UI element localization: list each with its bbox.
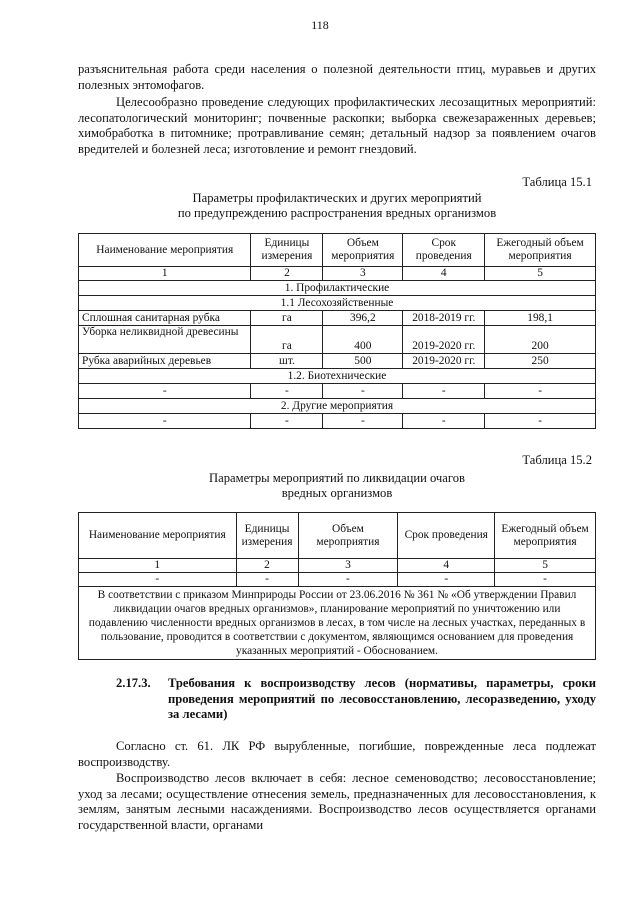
section-number: 2.17.3.	[116, 676, 151, 690]
table1-subsection-1-1: 1.1 Лесохозяйственные	[79, 296, 596, 311]
table2-cell: -	[495, 573, 596, 587]
table2-header: Ежегодный объем мероприятия	[495, 513, 596, 559]
table1-colnum: 1	[79, 267, 251, 281]
table1-header: Ежегодный объем мероприятия	[485, 234, 596, 267]
table-row	[79, 384, 596, 399]
intro-paragraph-2: Целесообразно проведение следующих профилактических лесозащитных мероприятий: лесопатологический мониторинг; почвенные раскопки; выборка свежезараженных деревьев; химобработка в питомнике; протравливание семян; детальный надзор за появлением очагов вредителей и болезней леса; изготовление и ремонт гнездовий.	[78, 95, 596, 156]
table1	[78, 233, 596, 429]
outro-paragraph-2: Воспроизводство лесов включает в себя: лесное семеноводство; лесовосстановление; уход за лесами; осуществление отнесения земель, предназначенных для лесовосстановления, к землям, занятым лесными насаждениями. Воспроизводство лесов осуществляется органами государственной власти, органами	[78, 771, 596, 832]
table1-cell: 2019-2020 гг.	[403, 354, 485, 369]
table1-section-2: 2. Другие мероприятия	[79, 399, 596, 414]
table1-colnum: 4	[403, 267, 485, 281]
table-row	[79, 311, 596, 326]
table1-header: Объем мероприятия	[323, 234, 403, 267]
table1-cell: 200	[485, 326, 596, 354]
table2-colnum: 3	[298, 559, 398, 573]
table1-cell: -	[323, 384, 403, 399]
table1-header: Срок проведения	[403, 234, 485, 267]
table-row	[79, 354, 596, 369]
outro-paragraph-1: Согласно ст. 61. ЛК РФ вырубленные, погибшие, поврежденные леса подлежат воспроизводству.	[78, 739, 596, 769]
table2-colnum: 2	[236, 559, 298, 573]
table1-cell: -	[485, 414, 596, 429]
table1-cell: Сплошная санитарная рубка	[79, 311, 251, 326]
table1-cell: -	[79, 414, 251, 429]
table1-cell: -	[323, 414, 403, 429]
table1-number: Таблица 15.1	[522, 175, 592, 189]
table1-cell: шт.	[251, 354, 323, 369]
table2	[78, 512, 596, 660]
table1-title-line2: по предупреждению распространения вредных организмов	[177, 206, 497, 220]
table2-header-row	[79, 513, 596, 559]
table2-colnum-row	[79, 559, 596, 573]
table1-cell: -	[251, 414, 323, 429]
table1-cell: -	[79, 384, 251, 399]
table1-header: Наименование мероприятия	[79, 234, 251, 267]
table-row	[79, 326, 596, 354]
table1-cell: -	[403, 384, 485, 399]
table2-number: Таблица 15.2	[522, 453, 592, 467]
table1-header: Единицы измерения	[251, 234, 323, 267]
table1-section-1: 1. Профилактические	[79, 281, 596, 296]
table2-note: В соответствии с приказом Минприроды России от 23.06.2016 № 361 № «Об утверждении Правил ликвидации очагов вредных организмов», планирование мероприятий по уничтожению или подавлению численности вредных организмов в лесах, в том числе на лесных участках, переданных в пользование, проводится в соответствии с документом, являющимся основанием для проведения указанных мероприятий - Обоснованием.	[79, 587, 596, 660]
table1-header-row	[79, 234, 596, 267]
table2-title-line2: вредных организмов	[281, 486, 393, 500]
table2-cell: -	[236, 573, 298, 587]
table1-cell: га	[251, 311, 323, 326]
table1-cell: -	[403, 414, 485, 429]
table1-cell: га	[251, 326, 323, 354]
table1-cell: -	[485, 384, 596, 399]
table1-cell: 500	[323, 354, 403, 369]
table2-title-line1: Параметры мероприятий по ликвидации очагов	[209, 471, 465, 485]
table1-colnum-row	[79, 267, 596, 281]
table1-cell: 400	[323, 326, 403, 354]
table2-header: Наименование мероприятия	[79, 513, 237, 559]
table1-colnum: 5	[485, 267, 596, 281]
table-row	[79, 573, 596, 587]
table1-cell: 2018-2019 гг.	[403, 311, 485, 326]
table1-cell: Рубка аварийных деревьев	[79, 354, 251, 369]
section-heading	[116, 676, 596, 723]
table2-cell: -	[298, 573, 398, 587]
table1-subsection-1-2: 1.2. Биотехнические	[79, 369, 596, 384]
page-number: 118	[311, 18, 329, 32]
table2-header: Единицы измерения	[236, 513, 298, 559]
table2-cell: -	[398, 573, 495, 587]
table1-cell: -	[251, 384, 323, 399]
table1-colnum: 2	[251, 267, 323, 281]
table2-colnum: 5	[495, 559, 596, 573]
table-row	[79, 414, 596, 429]
table1-cell: 250	[485, 354, 596, 369]
table2-cell: -	[79, 573, 237, 587]
table2-header: Срок проведения	[398, 513, 495, 559]
table1-title-line1: Параметры профилактических и других мероприятий	[192, 191, 482, 205]
table1-cell: 198,1	[485, 311, 596, 326]
table2-colnum: 1	[79, 559, 237, 573]
table1-cell: Уборка неликвидной древесины	[79, 326, 251, 354]
table1-cell: 2019-2020 гг.	[403, 326, 485, 354]
intro-paragraph-1: разъяснительная работа среди населения о полезной деятельности птиц, муравьев и других полезных энтомофагов.	[78, 62, 596, 92]
table1-colnum: 3	[323, 267, 403, 281]
table2-colnum: 4	[398, 559, 495, 573]
table1-cell: 396,2	[323, 311, 403, 326]
section-title: Требования к воспроизводству лесов (нормативы, параметры, сроки проведения мероприятий по лесовосстановлению, лесоразведению, уходу за лесами)	[168, 676, 596, 722]
table2-header: Объем мероприятия	[298, 513, 398, 559]
